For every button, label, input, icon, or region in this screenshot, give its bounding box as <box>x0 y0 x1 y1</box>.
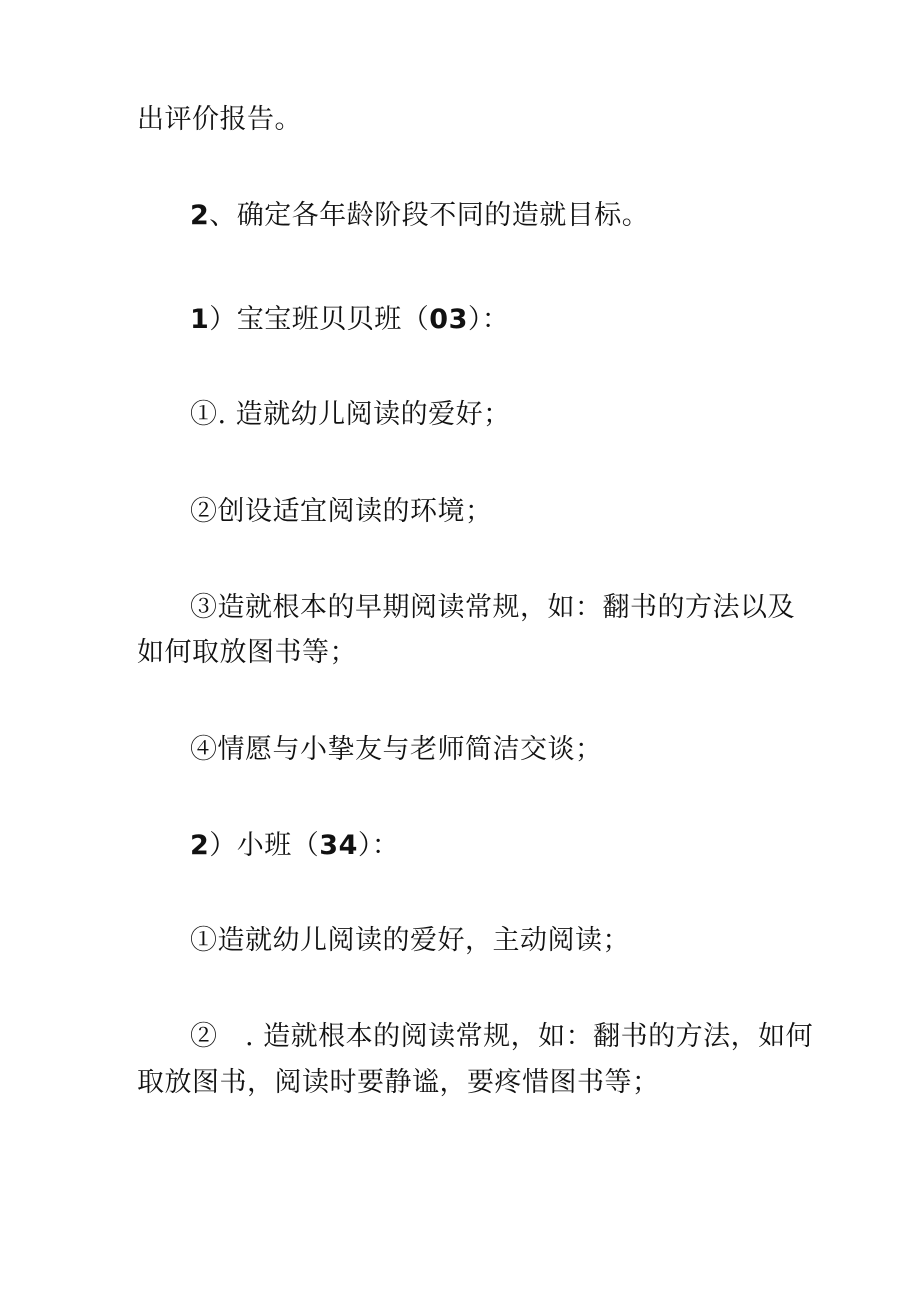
section-heading <box>190 193 850 239</box>
list-item <box>190 585 850 631</box>
list-item-text: 取放图书，阅读时要静谧，要疼惜图书等； <box>137 1067 660 1098</box>
list-item <box>190 918 850 964</box>
heading-number: 2 <box>190 200 210 231</box>
list-item <box>190 392 850 438</box>
list-item-text: ②创设适宜阅读的环境； <box>190 496 493 527</box>
paragraph-line <box>137 97 797 143</box>
list-item-text: ④情愿与小挚友与老师简洁交谈； <box>190 734 603 765</box>
subheading-text: ）宝宝班贝贝班（ <box>209 304 430 335</box>
subheading-suffix: ）： <box>467 304 510 335</box>
list-item-text: ③造就根本的早期阅读常规，如：翻书的方法以及 <box>190 592 795 623</box>
subheading-number: 1 <box>190 304 210 335</box>
heading-text: 、确定各年龄阶段不同的造就目标。 <box>209 200 650 231</box>
list-item-continuation <box>137 630 797 676</box>
age-range: 03 <box>429 304 468 335</box>
subheading-text: ）小班（ <box>209 830 320 861</box>
list-item-continuation <box>137 1060 797 1106</box>
list-item <box>190 727 850 773</box>
list-item <box>190 489 850 535</box>
line-text: 出评价报告。 <box>137 104 302 135</box>
list-item <box>190 1014 850 1060</box>
age-range: 34 <box>319 830 358 861</box>
list-item-text: ② . 造就根本的阅读常规，如：翻书的方法，如何 <box>190 1021 814 1052</box>
list-item-text: 如何取放图书等； <box>137 637 357 668</box>
subheading-suffix: ）： <box>357 830 400 861</box>
subsection-heading <box>190 297 850 343</box>
list-item-text: ①造就幼儿阅读的爱好，主动阅读； <box>190 925 630 956</box>
subheading-number: 2 <box>190 830 210 861</box>
subsection-heading <box>190 823 850 869</box>
list-item-text: ①. 造就幼儿阅读的爱好； <box>190 399 511 430</box>
